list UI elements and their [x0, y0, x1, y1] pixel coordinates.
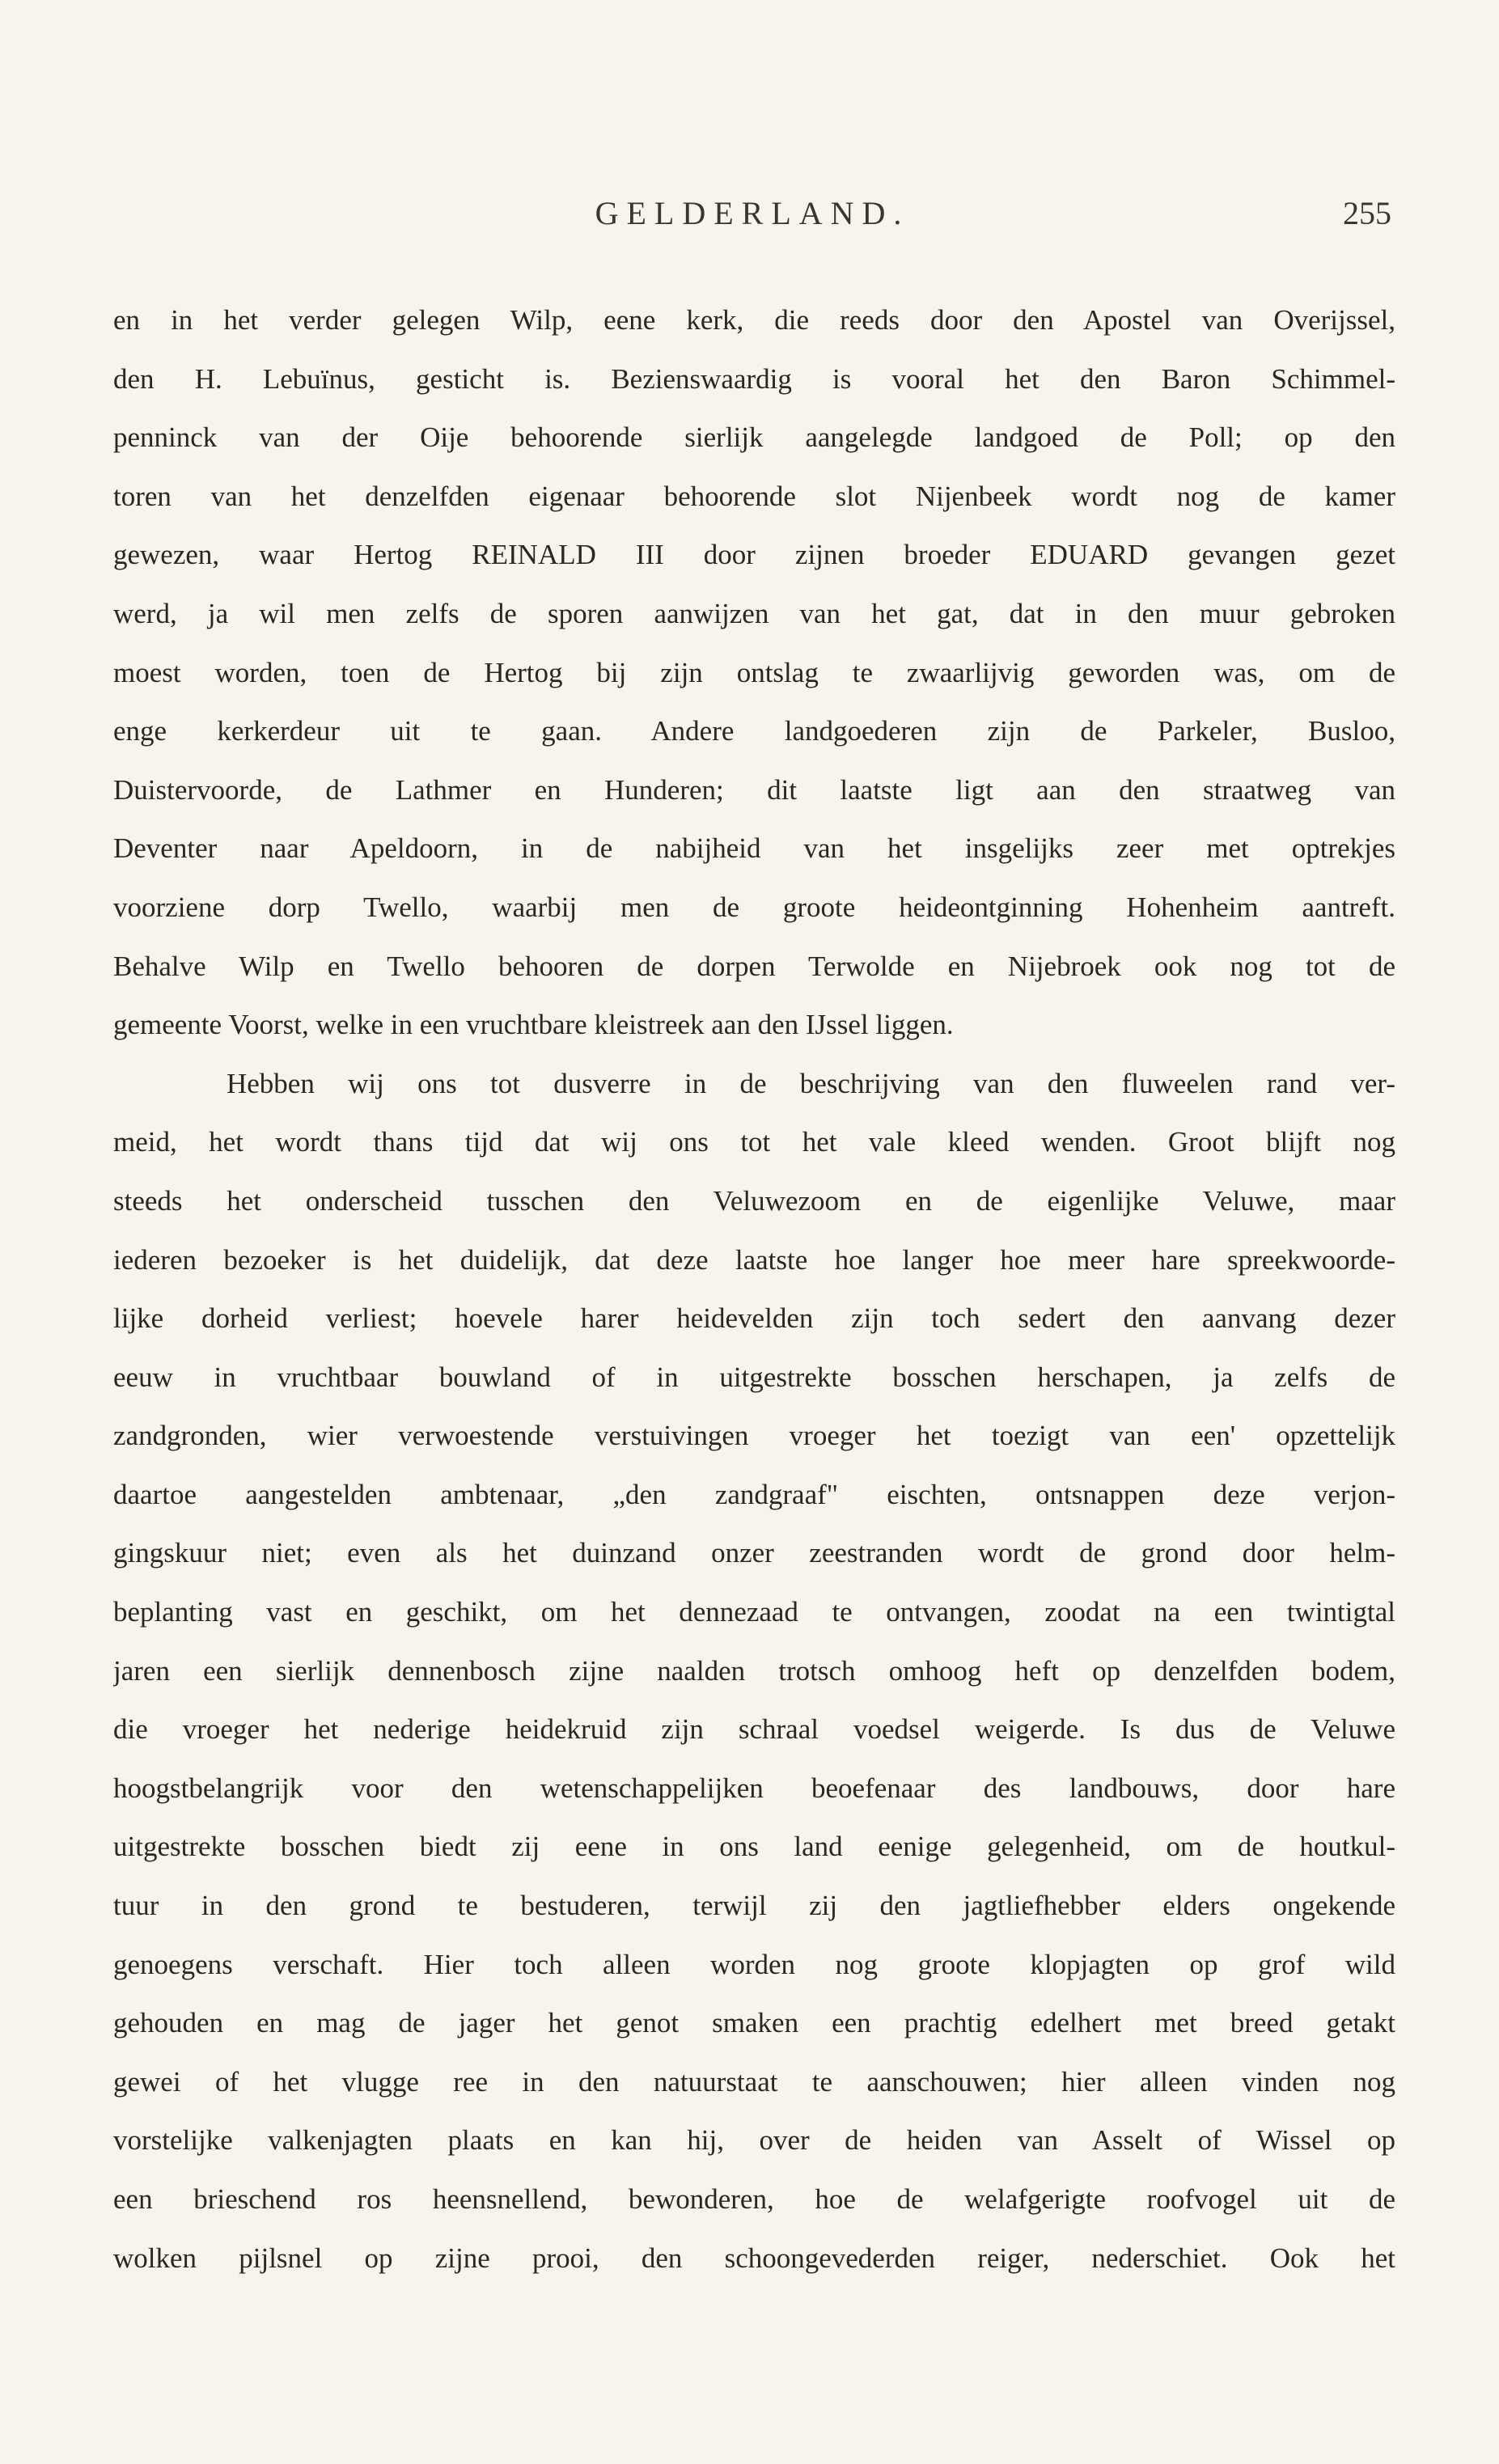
text-line: penninck van der Oije behoorende sierlijk aangelegde landgoed de Poll; op den	[113, 421, 1395, 454]
text-line: Duistervoorde, de Lathmer en Hunderen; dit laatste ligt aan den straatweg van	[113, 773, 1395, 806]
text-line: enge kerkerdeur uit te gaan. Andere landgoederen zijn de Parkeler, Busloo,	[113, 715, 1395, 747]
text-line: gewezen, waar Hertog REINALD III door zijnen broeder EDUARD gevangen gezet	[113, 539, 1395, 571]
text-line: een brieschend ros heensnellend, bewonderen, hoe de welafgerigte roofvogel uit de	[113, 2183, 1395, 2215]
text-line: Hebben wij ons tot dusverre in de beschrijving van den fluweelen rand ver-	[227, 1067, 1395, 1099]
text-line: uitgestrekte bosschen biedt zij eene in ons land eenige gelegenheid, om de houtkul-	[113, 1831, 1395, 1863]
running-title: GELDERLAND.	[595, 195, 910, 231]
text-line: eeuw in vruchtbaar bouwland of in uitgestrekte bosschen herschapen, ja zelfs de	[113, 1361, 1395, 1393]
text-line: daartoe aangestelden ambtenaar, „den zandgraaf" eischten, ontsnappen deze verjon-	[113, 1478, 1395, 1510]
text-line: jaren een sierlijk dennenbosch zijne naalden trotsch omhoog heft op denzelfden bodem,	[113, 1654, 1395, 1687]
text-line: die vroeger het nederige heidekruid zijn schraal voedsel weigerde. Is dus de Veluwe	[113, 1713, 1395, 1746]
text-line: genoegens verschaft. Hier toch alleen worden nog groote klopjagten op grof wild	[113, 1948, 1395, 1980]
text-line: Behalve Wilp en Twello behooren de dorpen Terwolde en Nijebroek ook nog tot de	[113, 950, 1395, 982]
text-line: en in het verder gelegen Wilp, eene kerk, die reeds door den Apostel van Overijssel,	[113, 304, 1395, 336]
text-line: hoogstbelangrijk voor den wetenschappelijken beoefenaar des landbouws, door hare	[113, 1772, 1395, 1804]
text-line: werd, ja wil men zelfs de sporen aanwijzen van het gat, dat in den muur gebroken	[113, 597, 1395, 629]
text-line: voorziene dorp Twello, waarbij men de groote heideontginning Hohenheim aantreft.	[113, 891, 1395, 923]
text-line: gemeente Voorst, welke in een vruchtbare kleistreek aan den IJssel liggen.	[113, 1009, 954, 1041]
page-header	[113, 194, 1391, 243]
text-line: lijke dorheid verliest; hoevele harer heidevelden zijn toch sedert den aanvang dezer	[113, 1302, 1395, 1335]
text-line: steeds het onderscheid tusschen den Veluwezoom en de eigenlijke Veluwe, maar	[113, 1184, 1395, 1217]
text-line: gewei of het vlugge ree in den natuurstaat te aanschouwen; hier alleen vinden nog	[113, 2065, 1395, 2098]
paragraph-2	[113, 1055, 1395, 2288]
text-line: den H. Lebuïnus, gesticht is. Bezienswaardig is vooral het den Baron Schimmel-	[113, 362, 1395, 395]
text-line: gehouden en mag de jager het genot smaken een prachtig edelhert met breed getakt	[113, 2007, 1395, 2039]
text-line: gingskuur niet; even als het duinzand onzer zeestranden wordt de grond door helm-	[113, 1537, 1395, 1569]
body-text	[113, 291, 1395, 2288]
page-number: 255	[1343, 195, 1391, 231]
text-line: wolken pijlsnel op zijne prooi, den schoongevederden reiger, nederschiet. Ook het	[113, 2242, 1395, 2274]
text-line: toren van het denzelfden eigenaar behoorende slot Nijenbeek wordt nog de kamer	[113, 480, 1395, 512]
paragraph-1	[113, 291, 1395, 1055]
text-line: beplanting vast en geschikt, om het dennezaad te ontvangen, zoodat na een twintigtal	[113, 1596, 1395, 1628]
text-line: meid, het wordt thans tijd dat wij ons tot het vale kleed wenden. Groot blijft nog	[113, 1126, 1395, 1158]
text-line: zandgronden, wier verwoestende verstuivingen vroeger het toezigt van een' opzettelijk	[113, 1420, 1395, 1452]
text-line: iederen bezoeker is het duidelijk, dat deze laatste hoe langer hoe meer hare spreekwoorde-	[113, 1243, 1395, 1276]
text-line: Deventer naar Apeldoorn, in de nabijheid van het insgelijks zeer met optrekjes	[113, 832, 1395, 865]
text-line: vorstelijke valkenjagten plaats en kan hij, over de heiden van Asselt of Wissel op	[113, 2124, 1395, 2157]
text-line: moest worden, toen de Hertog bij zijn ontslag te zwaarlijvig geworden was, om de	[113, 656, 1395, 688]
text-line: tuur in den grond te bestuderen, terwijl zij den jagtliefhebber elders ongekende	[113, 1890, 1395, 1922]
